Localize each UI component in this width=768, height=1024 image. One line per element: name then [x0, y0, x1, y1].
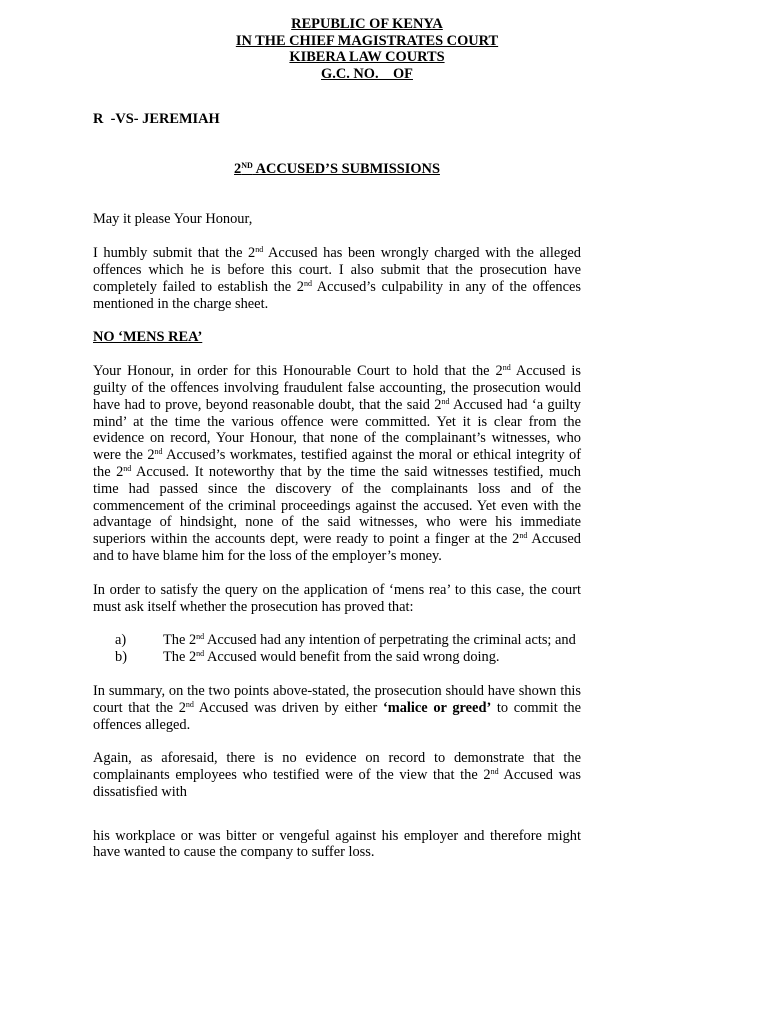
- paragraph-4: In summary, on the two points above-stated, the prosecution should have shown this court that the 2nd Accused was driven by either ‘malice or greed’ to commit the offences alleged.: [93, 682, 581, 733]
- header-republic: REPUBLIC OF KENYA: [291, 16, 443, 32]
- title-ordinal: 2: [234, 161, 242, 178]
- header-case-number: G.C. NO. OF: [321, 65, 413, 82]
- court-header: [153, 16, 581, 82]
- list-marker: b): [115, 649, 127, 666]
- paragraph-6: his workplace or was bitter or vengeful against his employer and therefore might have wanted to cause the company to suffer loss.: [93, 827, 581, 861]
- paragraph-5: Again, as aforesaid, there is no evidence on record to demonstrate that the complainants employees who testified were of the view that the 2nd Accused was dissatisfied with: [93, 750, 581, 800]
- section-heading-mens-rea: NO ‘MENS REA’: [93, 329, 203, 346]
- list-item: [93, 632, 581, 649]
- document-page: [93, 16, 581, 861]
- salutation: May it please Your Honour,: [93, 211, 253, 228]
- list-item-text: The 2nd Accused would benefit from the said wrong doing.: [163, 649, 500, 666]
- criteria-list: [93, 632, 581, 666]
- case-parties: R -VS- JEREMIAH: [93, 111, 220, 128]
- title-ordinal-suffix: ND: [241, 161, 253, 171]
- list-marker: a): [115, 632, 127, 649]
- title-text: ACCUSED’S SUBMISSIONS: [252, 161, 440, 178]
- header-law-courts: KIBERA LAW COURTS: [289, 49, 445, 66]
- emphasis-malice-greed: ‘malice or greed’: [382, 699, 492, 716]
- paragraph-1: I humbly submit that the 2nd Accused has been wrongly charged with the alleged offences which he is before this court. I also submit that the prosecution have completely failed to establish the 2nd Accused’s culpability in any of the offences mentioned in the charge sheet.: [93, 245, 582, 312]
- header-court: IN THE CHIEF MAGISTRATES COURT: [235, 32, 499, 49]
- paragraph-2: Your Honour, in order for this Honourable Court to hold that the 2nd Accused is guilty of the offences involving fraudulent false accounting, the prosecution would have had to prove, beyond reasonable doubt, that the said 2nd Accused had ‘a guilty mind’ at the time the various offence were committed. Yet it is clear from the evidence on record, Your Honour, that none of the complainant’s witnesses, who were the 2nd Accused’s workmates, testified against the moral or ethical integrity of the 2nd Accused. It noteworthy that by the time the said witnesses testified, much time had passed since the discovery of the complainants loss and of the commencement of the criminal proceedings against the accused. Yet even with the advantage of hindsight, none of the said witnesses, who were his immediate superiors within the accounts dept, were ready to point a finger at the 2nd Accused and to have blame him for the loss of the employer’s money.: [93, 363, 581, 564]
- paragraph-3: In order to satisfy the query on the application of ‘mens rea’ to this case, the court must ask itself whether the prosecution has proved that:: [93, 581, 581, 615]
- document-title: [93, 161, 581, 178]
- list-item: [93, 649, 581, 666]
- list-item-text: The 2nd Accused had any intention of perpetrating the criminal acts; and: [163, 632, 576, 649]
